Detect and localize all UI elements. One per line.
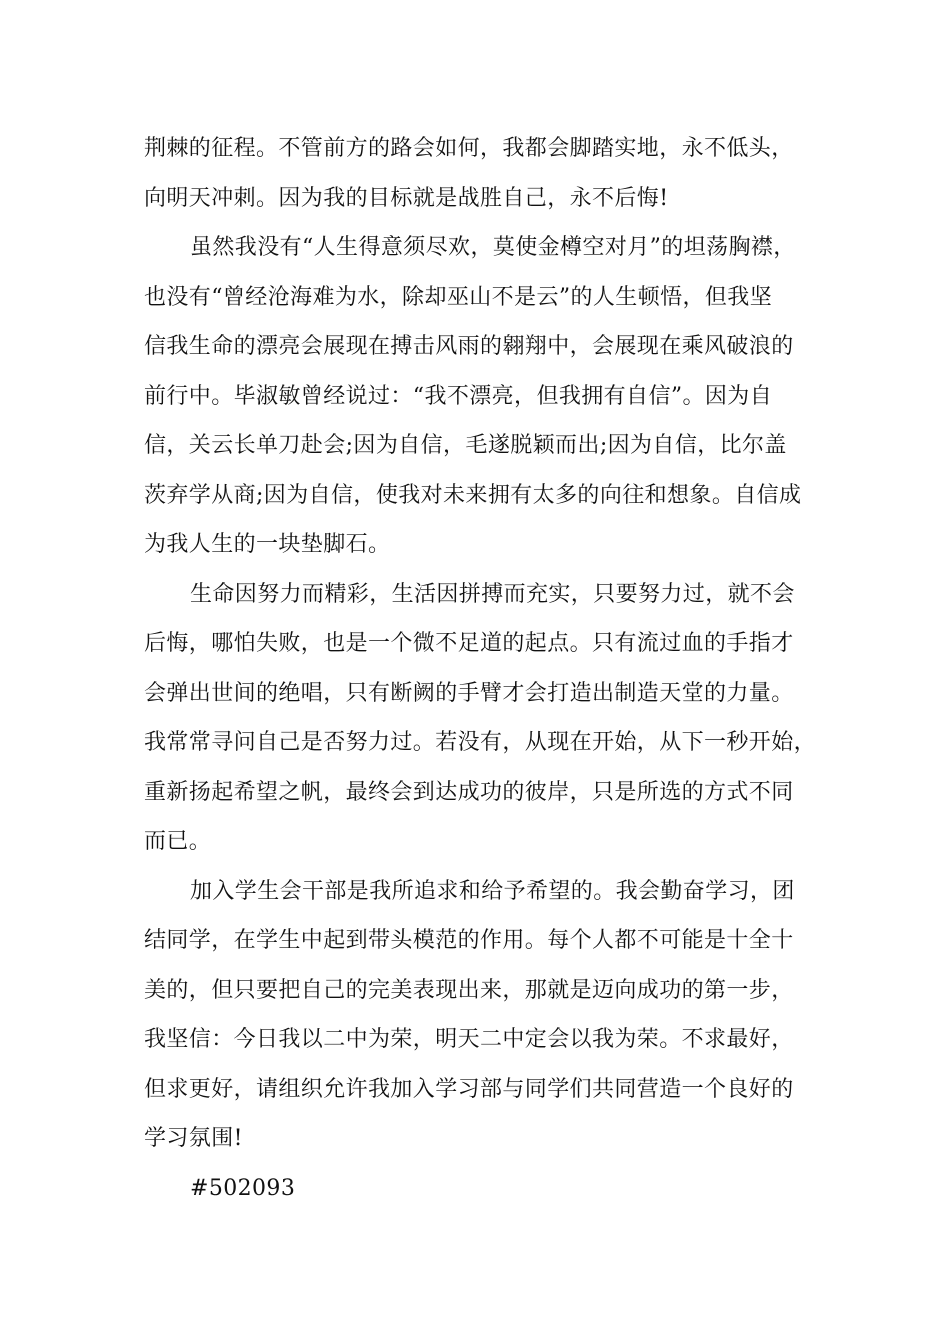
text-line: 后悔，哪怕失败，也是一个微不足道的起点。只有流过血的手指才 [144, 631, 794, 656]
text-line: 美的，但只要把自己的完美表现出来，那就是迈向成功的第一步， [144, 977, 794, 1003]
text-line: 荆棘的征程。不管前方的路会如何，我都会脚踏实地，永不低头， [144, 136, 794, 161]
text-line: 重新扬起希望之帆，最终会到达成功的彼岸，只是所选的方式不同 [144, 779, 794, 805]
text-line: 会弹出世间的绝唱，只有断阙的手臂才会打造出制造天堂的力量。 [144, 680, 794, 706]
text-line: 信我生命的漂亮会展现在搏击风雨的翱翔中，会展现在乘风破浪的 [144, 334, 794, 359]
paragraph-start-line: 生命因努力而精彩，生活因拼搏而充实，只要努力过，就不会 [190, 581, 795, 607]
document-body [144, 124, 844, 1213]
paragraph-start-line: 加入学生会干部是我所追求和给予希望的。我会勤奋学习，团 [190, 878, 795, 904]
text-line: 我坚信：今日我以二中为荣，明天二中定会以我为荣。不求最好， [144, 1027, 794, 1052]
text-line: 茨弃学从商;因为自信，使我对未来拥有太多的向往和想象。自信成 [144, 482, 802, 508]
text-line: 我常常寻问自己是否努力过。若没有，从现在开始，从下一秒开始， [144, 730, 817, 755]
text-line: 向明天冲刺。因为我的目标就是战胜自己，永不后悔! [144, 185, 669, 211]
paragraph-start-line: 虽然我没有“人生得意须尽欢，莫使金樽空对月”的坦荡胸襟， [190, 235, 796, 260]
text-line: 也没有“曾经沧海难为水，除却巫山不是云”的人生顿悟，但我坚 [144, 284, 773, 310]
text-line: 前行中。毕淑敏曾经说过：“我不漂亮，但我拥有自信”。因为自 [144, 383, 773, 409]
text-line: 结同学，在学生中起到带头模范的作用。每个人都不可能是十全十 [144, 928, 794, 953]
text-line: 为我人生的一块垫脚石。 [144, 532, 391, 557]
text-line: 学习氛围! [144, 1126, 243, 1151]
text-line: 但求更好，请组织允许我加入学习部与同学们共同营造一个良好的 [144, 1076, 794, 1102]
text-line: 而已。 [144, 829, 212, 854]
document-id: #502093 [190, 1175, 296, 1201]
text-line: 信，关云长单刀赴会;因为自信，毛遂脱颖而出;因为自信，比尔盖 [144, 433, 787, 458]
